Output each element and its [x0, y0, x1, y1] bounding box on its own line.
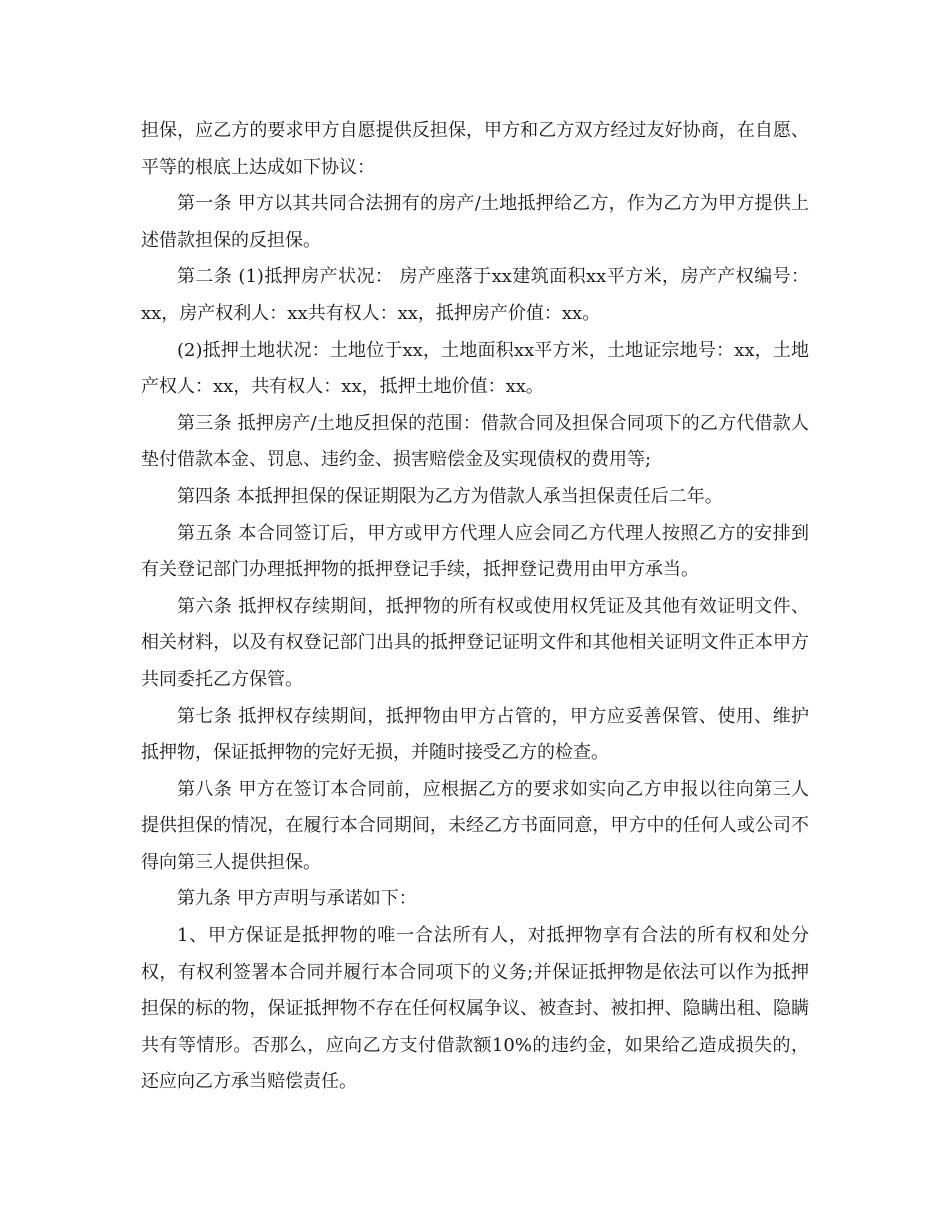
- paragraph-article-6: 第六条 抵押权存续期间，抵押物的所有权或使用权凭证及其他有效证明文件、相关材料，以及有权登记部门出具的抵押登记证明文件和其他相关证明文件正本甲方共同委托乙方保管。: [141, 595, 809, 690]
- paragraph-article-4: 第四条 本抵押担保的保证期限为乙方为借款人承当担保责任后二年。: [177, 485, 723, 507]
- document-body: [141, 113, 809, 1101]
- paragraph-article-3: 第三条 抵押房产/土地反担保的范围：借款合同及担保合同项下的乙方代借款人垫付借款本金、罚息、违约金、损害赔偿金及实现债权的费用等;: [141, 412, 809, 471]
- paragraph-article-2-land: (2)抵押土地状况：土地位于xx，土地面积xx平方米，土地证宗地号：xx，土地产权人：xx，共有权人：xx，抵押土地价值：xx。: [141, 339, 809, 398]
- paragraph-article-2-house: 第二条 (1)抵押房产状况： 房产座落于xx建筑面积xx平方米，房产产权编号：xx，房产权利人：xx共有权人：xx，抵押房产价值：xx。: [141, 266, 809, 324]
- paragraph-article-7: 第七条 抵押权存续期间，抵押物由甲方占管的，甲方应妥善保管、使用、维护抵押物，保证抵押物的完好无损，并随时接受乙方的检查。: [141, 705, 809, 764]
- paragraph-intro: 担保，应乙方的要求甲方自愿提供反担保，甲方和乙方双方经过友好协商，在自愿、平等的根底上达成如下协议：: [141, 120, 809, 178]
- paragraph-article-9: 第九条 甲方声明与承诺如下：: [177, 888, 417, 910]
- paragraph-article-9-item-1: 1、甲方保证是抵押物的唯一合法所有人，对抵押物享有合法的所有权和处分权，有权利签署本合同并履行本合同项下的义务;并保证抵押物是依法可以作为抵押担保的标的物，保证抵押物不存在任何权属争议、被查封、被扣押、隐瞒出租、隐瞒共有等情形。否那么，应向乙方支付借款额10%的违约金，如果给乙造成损失的，还应向乙方承当赔偿责任。: [141, 925, 809, 1093]
- paragraph-article-1: 第一条 甲方以其共同合法拥有的房产/土地抵押给乙方，作为乙方为甲方提供上述借款担保的反担保。: [141, 193, 809, 251]
- paragraph-article-5: 第五条 本合同签订后，甲方或甲方代理人应会同乙方代理人按照乙方的安排到有关登记部门办理抵押物的抵押登记手续，抵押登记费用由甲方承当。: [141, 522, 809, 581]
- paragraph-article-8: 第八条 甲方在签订本合同前，应根据乙方的要求如实向乙方申报以往向第三人提供担保的情况，在履行本合同期间，未经乙方书面同意，甲方中的任何人或公司不得向第三人提供担保。: [141, 778, 809, 873]
